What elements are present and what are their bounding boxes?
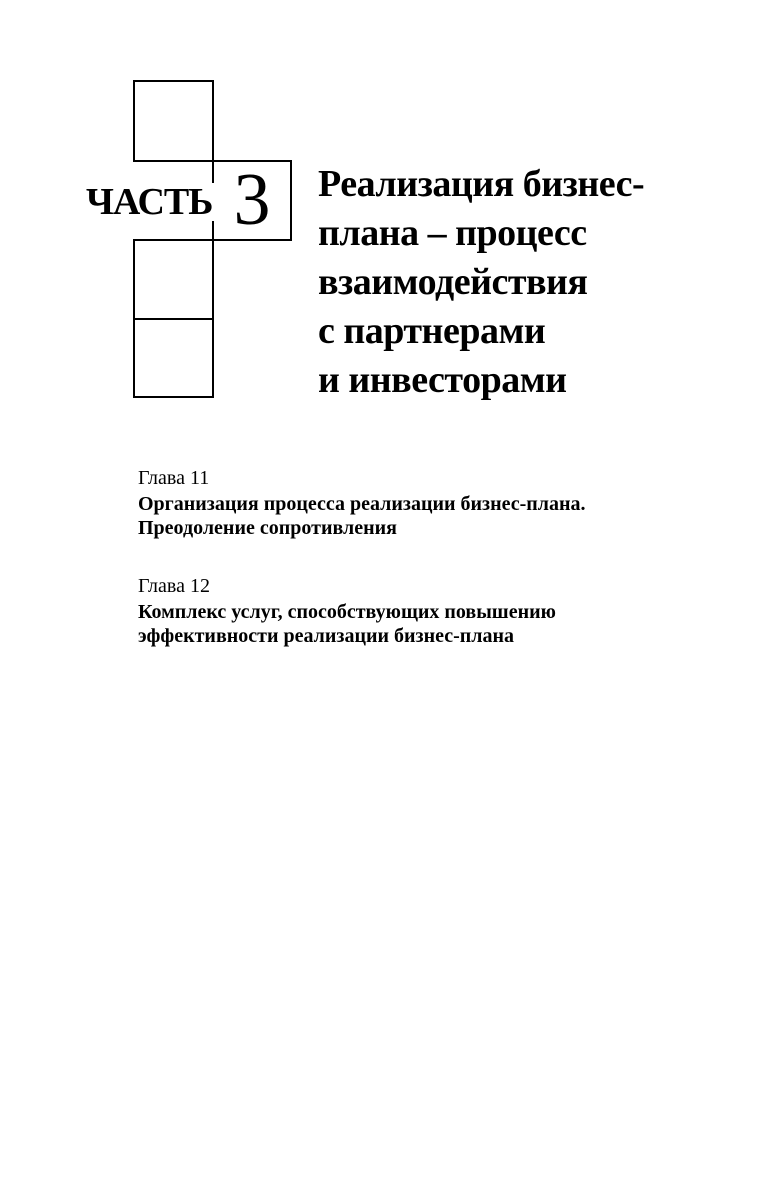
part-title-line: и инвесторами <box>318 359 567 401</box>
part-title-line: взаимодействия <box>318 261 588 303</box>
chapter-label: Глава 11 <box>138 467 210 489</box>
part-title <box>318 160 738 405</box>
chapter-entry-12 <box>138 574 738 648</box>
decorative-box-top <box>133 80 214 162</box>
chapter-title <box>138 600 738 648</box>
part-title-line: плана – процесс <box>318 212 587 254</box>
decorative-box-bottom-1 <box>133 239 214 320</box>
chapter-title-line: Преодоление сопротивления <box>138 517 397 539</box>
part-title-line: с партнерами <box>318 310 546 352</box>
chapter-label: Глава 12 <box>138 575 210 597</box>
chapter-entry-11 <box>138 466 738 540</box>
chapter-title <box>138 492 738 540</box>
chapter-title-line: Комплекс услуг, способствующих повышению <box>138 601 556 623</box>
chapter-title-line: эффективности реализации бизнес-плана <box>138 625 515 647</box>
part-label: ЧАСТЬ <box>86 181 213 223</box>
decorative-box-bottom-2 <box>133 318 214 398</box>
chapter-title-line: Организация процесса реализации бизнес-плана. <box>138 493 586 515</box>
part-title-line: Реализация бизнес- <box>318 163 645 205</box>
part-number: 3 <box>233 159 271 241</box>
